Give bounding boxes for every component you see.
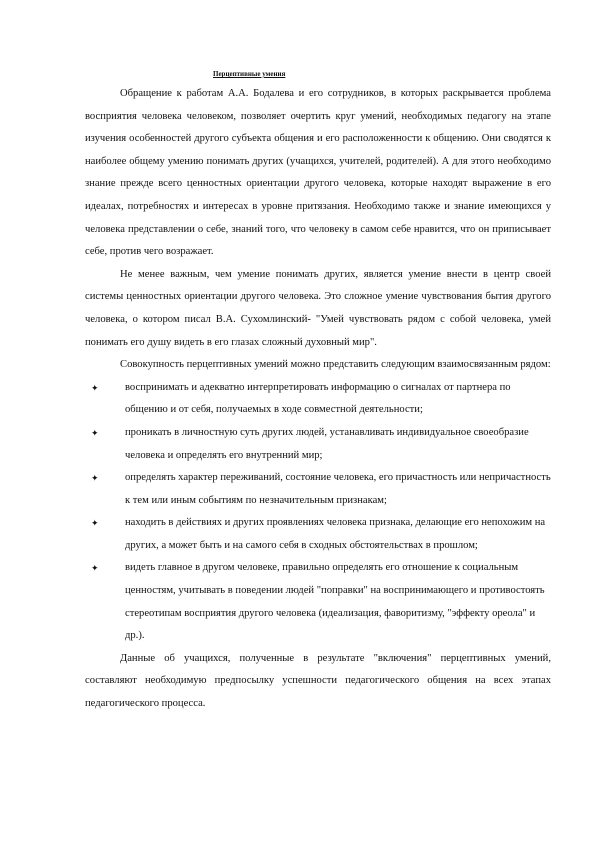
paragraph-intro: Обращение к работам А.А. Бодалева и его сотрудников, в которых раскрывается проблема восприятия человека человеком, позволяет очертить круг умений, необходимых педагогу на этапе изучения особенностей другого субъекта общения и его расположенности к общению. Они сводятся к наиболее общему умению понимать других (учащихся, учителей, родителей). А для этого необходимо знание прежде всего ценностных ориентации другого человека, которые находят выражение в его идеалах, потребностях и интересах в уровне притязания. Необходимо также и знание имеющихся у человека представлении о себе, знаний того, что человеку в самом себе нравится, что он приписывает себе, против чего возражает. bbox=[85, 88, 551, 258]
list-item-text: определять характер переживаний, состояние человека, его причастность или непричастность к тем или иным событиям по незначительным признакам; bbox=[125, 472, 551, 506]
bullet-icon: ✦ bbox=[91, 427, 99, 438]
bullet-icon: ✦ bbox=[91, 518, 99, 529]
list-item-text: видеть главное в другом человеке, правильно определять его отношение к социальным ценностям, учитывать в поведении людей "поправки" на воспринимающего и противостоять стереотипам восприятия другого человека (идеализация, фаворитизму, "эффекту ореола" и др.). bbox=[125, 562, 545, 642]
bullet-icon: ✦ bbox=[91, 563, 99, 574]
list-item bbox=[91, 422, 551, 467]
bullet-icon: ✦ bbox=[91, 473, 99, 484]
paragraph-closing: Данные об учащихся, полученные в результате "включения" перцептивных умений, составляют необходимую предпосылку успешности педагогического общения на всех этапах педагогического процесса. bbox=[85, 652, 551, 710]
list-item bbox=[91, 512, 551, 557]
bullet-icon: ✦ bbox=[91, 382, 99, 393]
paragraph-importance: Не менее важным, чем умение понимать других, является умение внести в центр своей системы ценностных ориентации другого человека. Это сложное умение чувствования бытия другого человека, о котором писал В.А. Сухомлинский- "Умей чувствовать рядом с собой человека, умей понимать его душу видеть в его глазах сложный духовный мир". bbox=[85, 268, 551, 348]
perceptive-skills-list bbox=[85, 377, 551, 648]
list-item bbox=[91, 557, 551, 647]
list-item bbox=[91, 377, 551, 422]
list-item bbox=[91, 467, 551, 512]
list-item-text: воспринимать и адекватно интерпретировать информацию о сигналах от партнера по общению и от себя, получаемых в ходе совместной деятельности; bbox=[125, 381, 511, 416]
list-item-text: находить в действиях и других проявлениях человека признака, делающие его непохожим на других, а может быть и на самого себя в сходных обстоятельствах в прошлом; bbox=[125, 517, 546, 551]
list-item-text: проникать в личностную суть других людей, устанавливать индивидуальное своеобразие человека и определять его внутренний мир; bbox=[125, 426, 529, 461]
section-heading: Перцептивные умения bbox=[213, 70, 286, 78]
paragraph-list-lead: Совокупность перцептивных умений можно представить следующим взаимосвязанным рядом: bbox=[120, 359, 551, 371]
